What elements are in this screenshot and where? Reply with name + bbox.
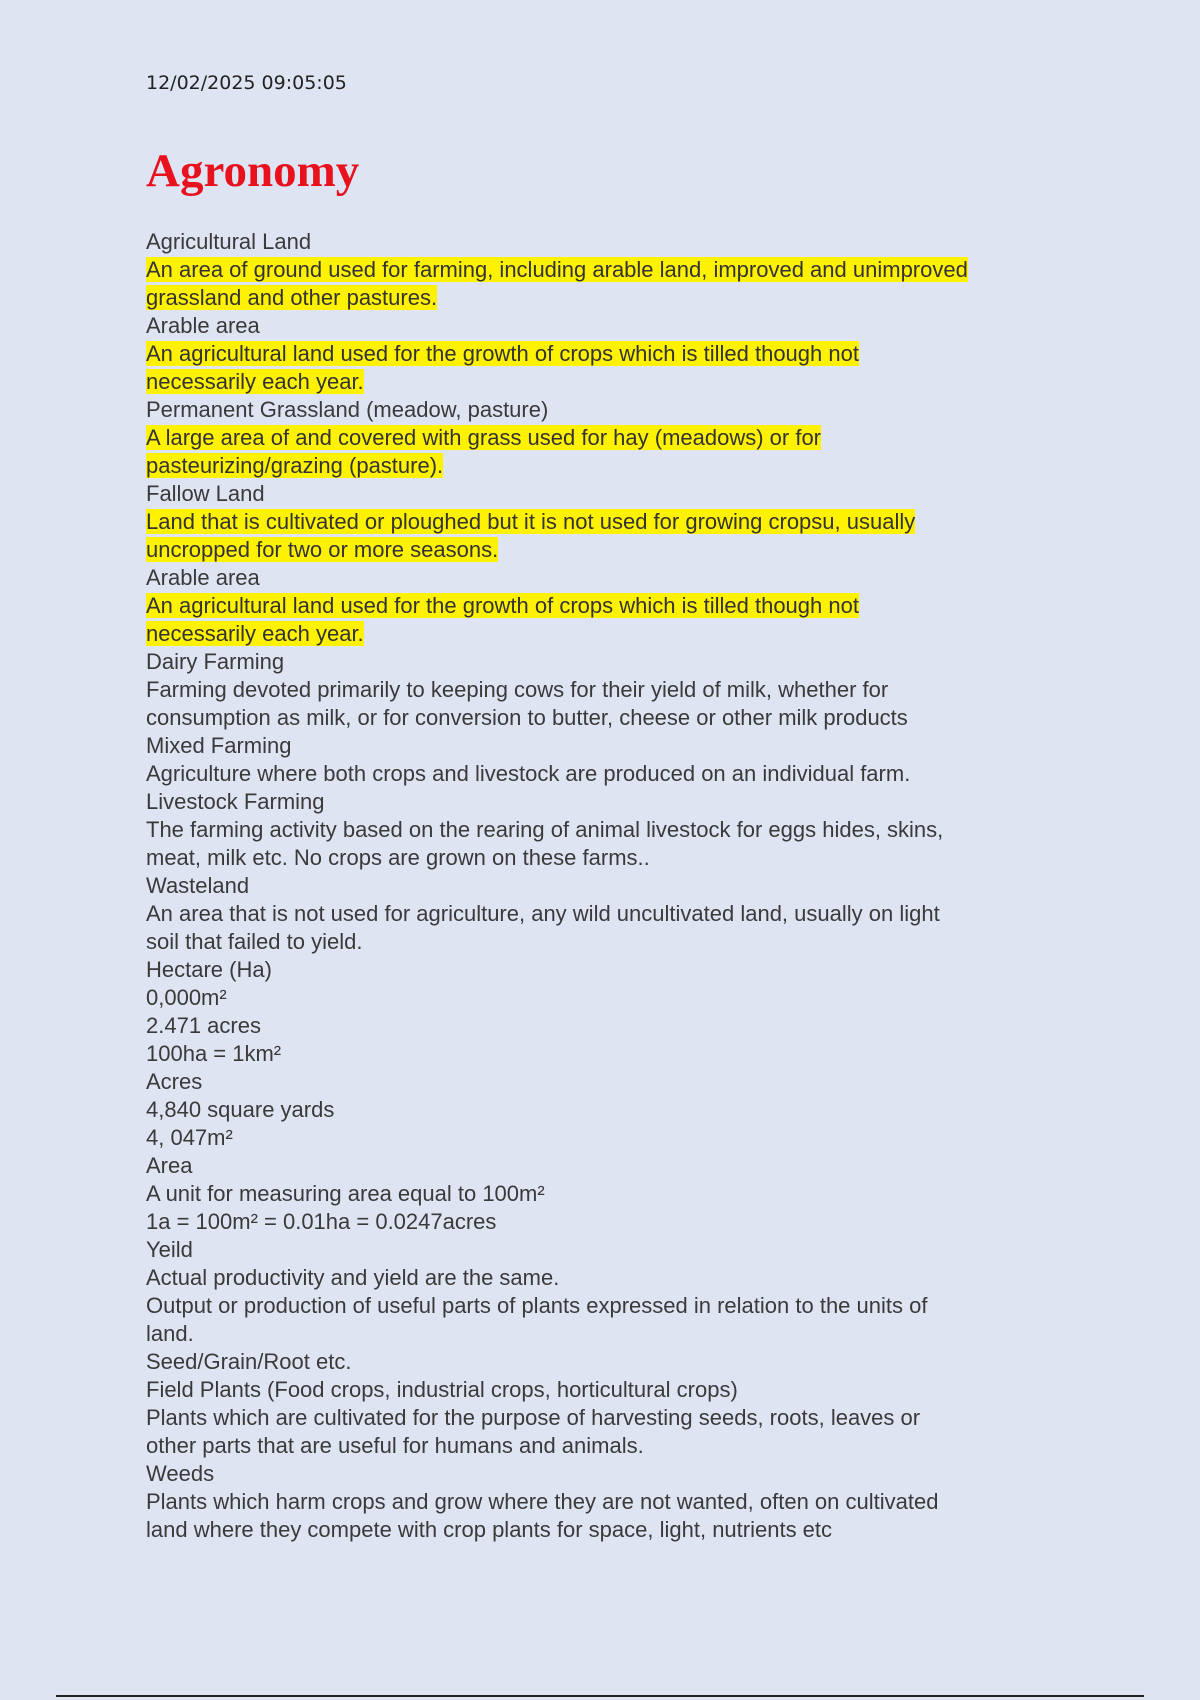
text-line-content: necessarily each year. <box>146 621 364 646</box>
text-line-content: The farming activity based on the rearing of animal livestock for eggs hides, skins, <box>146 817 944 842</box>
text-line <box>146 676 1076 704</box>
text-line <box>146 1376 1076 1404</box>
text-line <box>146 1068 1076 1096</box>
text-line-content: grassland and other pastures. <box>146 285 438 310</box>
term-arable-area-1 <box>146 312 1076 340</box>
text-line <box>146 564 1076 592</box>
text-line <box>146 956 1076 984</box>
definition-arable-area-2-def <box>146 592 1076 648</box>
text-line <box>146 1432 1076 1460</box>
text-line-content: An agricultural land used for the growth of crops which is tilled though not <box>146 593 859 618</box>
definition-mixed-farming-def <box>146 760 1076 788</box>
term-agricultural-land <box>146 228 1076 256</box>
definition-yeild-def <box>146 1264 1076 1376</box>
text-line <box>146 1292 1076 1320</box>
text-line <box>146 620 1076 648</box>
text-line <box>146 1488 1076 1516</box>
text-line <box>146 872 1076 900</box>
definition-hectare-def <box>146 984 1076 1068</box>
text-line <box>146 704 1076 732</box>
definition-weeds-def <box>146 1488 1076 1544</box>
text-line-content: 1a = 100m² = 0.01ha = 0.0247acres <box>146 1209 497 1234</box>
term-hectare <box>146 956 1076 984</box>
text-line-content: Hectare (Ha) <box>146 957 272 982</box>
text-line <box>146 1320 1076 1348</box>
text-line <box>146 340 1076 368</box>
term-arable-area-2 <box>146 564 1076 592</box>
text-line-content: Acres <box>146 1069 203 1094</box>
text-line <box>146 1516 1076 1544</box>
text-line-content: meat, milk etc. No crops are grown on these farms.. <box>146 845 650 870</box>
text-line-content: Mixed Farming <box>146 733 292 758</box>
text-line-content: Dairy Farming <box>146 649 285 674</box>
text-line <box>146 1460 1076 1488</box>
text-line <box>146 312 1076 340</box>
text-line-content: Actual productivity and yield are the same. <box>146 1265 560 1290</box>
term-area <box>146 1152 1076 1180</box>
text-line <box>146 816 1076 844</box>
definition-agricultural-land-def <box>146 256 1076 312</box>
text-line <box>146 844 1076 872</box>
text-line <box>146 648 1076 676</box>
text-line <box>146 1180 1076 1208</box>
text-line-content: necessarily each year. <box>146 369 364 394</box>
text-line-content: Farming devoted primarily to keeping cows for their yield of milk, whether for <box>146 677 889 702</box>
text-line <box>146 536 1076 564</box>
text-line-content: Area <box>146 1153 193 1178</box>
term-dairy-farming <box>146 648 1076 676</box>
text-line-content: 4, 047m² <box>146 1125 233 1150</box>
text-line-content: Permanent Grassland (meadow, pasture) <box>146 397 549 422</box>
text-line-content: soil that failed to yield. <box>146 929 363 954</box>
text-line-content: An area of ground used for farming, including arable land, improved and unimproved <box>146 257 968 282</box>
term-mixed-farming <box>146 732 1076 760</box>
text-line-content: consumption as milk, or for conversion to butter, cheese or other milk products <box>146 705 908 730</box>
text-line <box>146 256 1076 284</box>
text-line-content: land. <box>146 1321 194 1346</box>
document-title: Agronomy <box>146 145 360 197</box>
text-line <box>146 732 1076 760</box>
definition-dairy-farming-def <box>146 676 1076 732</box>
text-line-content: 4,840 square yards <box>146 1097 335 1122</box>
text-line-content: uncropped for two or more seasons. <box>146 537 499 562</box>
text-line <box>146 508 1076 536</box>
text-line-content: A large area of and covered with grass used for hay (meadows) or for <box>146 425 822 450</box>
term-livestock-farming <box>146 788 1076 816</box>
text-line <box>146 1348 1076 1376</box>
text-line-content: Arable area <box>146 565 260 590</box>
text-line <box>146 480 1076 508</box>
text-line-content: Agriculture where both crops and livestock are produced on an individual farm. <box>146 761 911 786</box>
text-line <box>146 928 1076 956</box>
term-field-plants <box>146 1376 1076 1404</box>
definition-acres-def <box>146 1096 1076 1152</box>
text-line <box>146 396 1076 424</box>
definition-area-def <box>146 1180 1076 1236</box>
term-wasteland <box>146 872 1076 900</box>
text-line-content: Plants which harm crops and grow where they are not wanted, often on cultivated <box>146 1489 939 1514</box>
text-line-content: Livestock Farming <box>146 789 325 814</box>
definition-fallow-land-def <box>146 508 1076 564</box>
text-line-content: An agricultural land used for the growth of crops which is tilled though not <box>146 341 859 366</box>
text-line <box>146 1096 1076 1124</box>
text-line-content: 100ha = 1km² <box>146 1041 282 1066</box>
definition-field-plants-def <box>146 1404 1076 1460</box>
text-line <box>146 228 1076 256</box>
definition-permanent-grassland-def <box>146 424 1076 480</box>
text-line-content: Seed/Grain/Root etc. <box>146 1349 352 1374</box>
text-line <box>146 900 1076 928</box>
text-line <box>146 984 1076 1012</box>
text-line <box>146 788 1076 816</box>
text-line-content: other parts that are useful for humans and animals. <box>146 1433 644 1458</box>
text-line <box>146 1040 1076 1068</box>
definition-wasteland-def <box>146 900 1076 956</box>
term-fallow-land <box>146 480 1076 508</box>
text-line <box>146 760 1076 788</box>
text-line-content: pasteurizing/grazing (pasture). <box>146 453 444 478</box>
text-line <box>146 284 1076 312</box>
text-line-content: Land that is cultivated or ploughed but it is not used for growing cropsu, usually <box>146 509 916 534</box>
document-body <box>146 228 1076 1544</box>
definition-livestock-farming-def <box>146 816 1076 872</box>
text-line-content: An area that is not used for agriculture, any wild uncultivated land, usually on light <box>146 901 940 926</box>
term-permanent-grassland <box>146 396 1076 424</box>
text-line <box>146 1152 1076 1180</box>
text-line <box>146 1124 1076 1152</box>
text-line <box>146 1404 1076 1432</box>
text-line-content: Yeild <box>146 1237 193 1262</box>
text-line <box>146 1264 1076 1292</box>
page-footer-rule <box>56 1695 1144 1697</box>
text-line <box>146 1208 1076 1236</box>
text-line-content: Output or production of useful parts of plants expressed in relation to the units of <box>146 1293 928 1318</box>
text-line-content: Arable area <box>146 313 260 338</box>
timestamp: 12/02/2025 09:05:05 <box>146 72 347 94</box>
text-line <box>146 592 1076 620</box>
term-acres <box>146 1068 1076 1096</box>
term-weeds <box>146 1460 1076 1488</box>
text-line-content: Plants which are cultivated for the purpose of harvesting seeds, roots, leaves or <box>146 1405 921 1430</box>
text-line-content: Agricultural Land <box>146 229 312 254</box>
text-line <box>146 424 1076 452</box>
text-line-content: Weeds <box>146 1461 215 1486</box>
text-line <box>146 452 1076 480</box>
text-line-content: land where they compete with crop plants for space, light, nutrients etc <box>146 1517 833 1542</box>
text-line <box>146 1012 1076 1040</box>
text-line-content: A unit for measuring area equal to 100m² <box>146 1181 545 1206</box>
text-line <box>146 1236 1076 1264</box>
text-line <box>146 368 1076 396</box>
text-line-content: Field Plants (Food crops, industrial crops, horticultural crops) <box>146 1377 738 1402</box>
text-line-content: Wasteland <box>146 873 250 898</box>
text-line-content: 0,000m² <box>146 985 227 1010</box>
term-yeild <box>146 1236 1076 1264</box>
definition-arable-area-1-def <box>146 340 1076 396</box>
text-line-content: Fallow Land <box>146 481 265 506</box>
text-line-content: 2.471 acres <box>146 1013 261 1038</box>
